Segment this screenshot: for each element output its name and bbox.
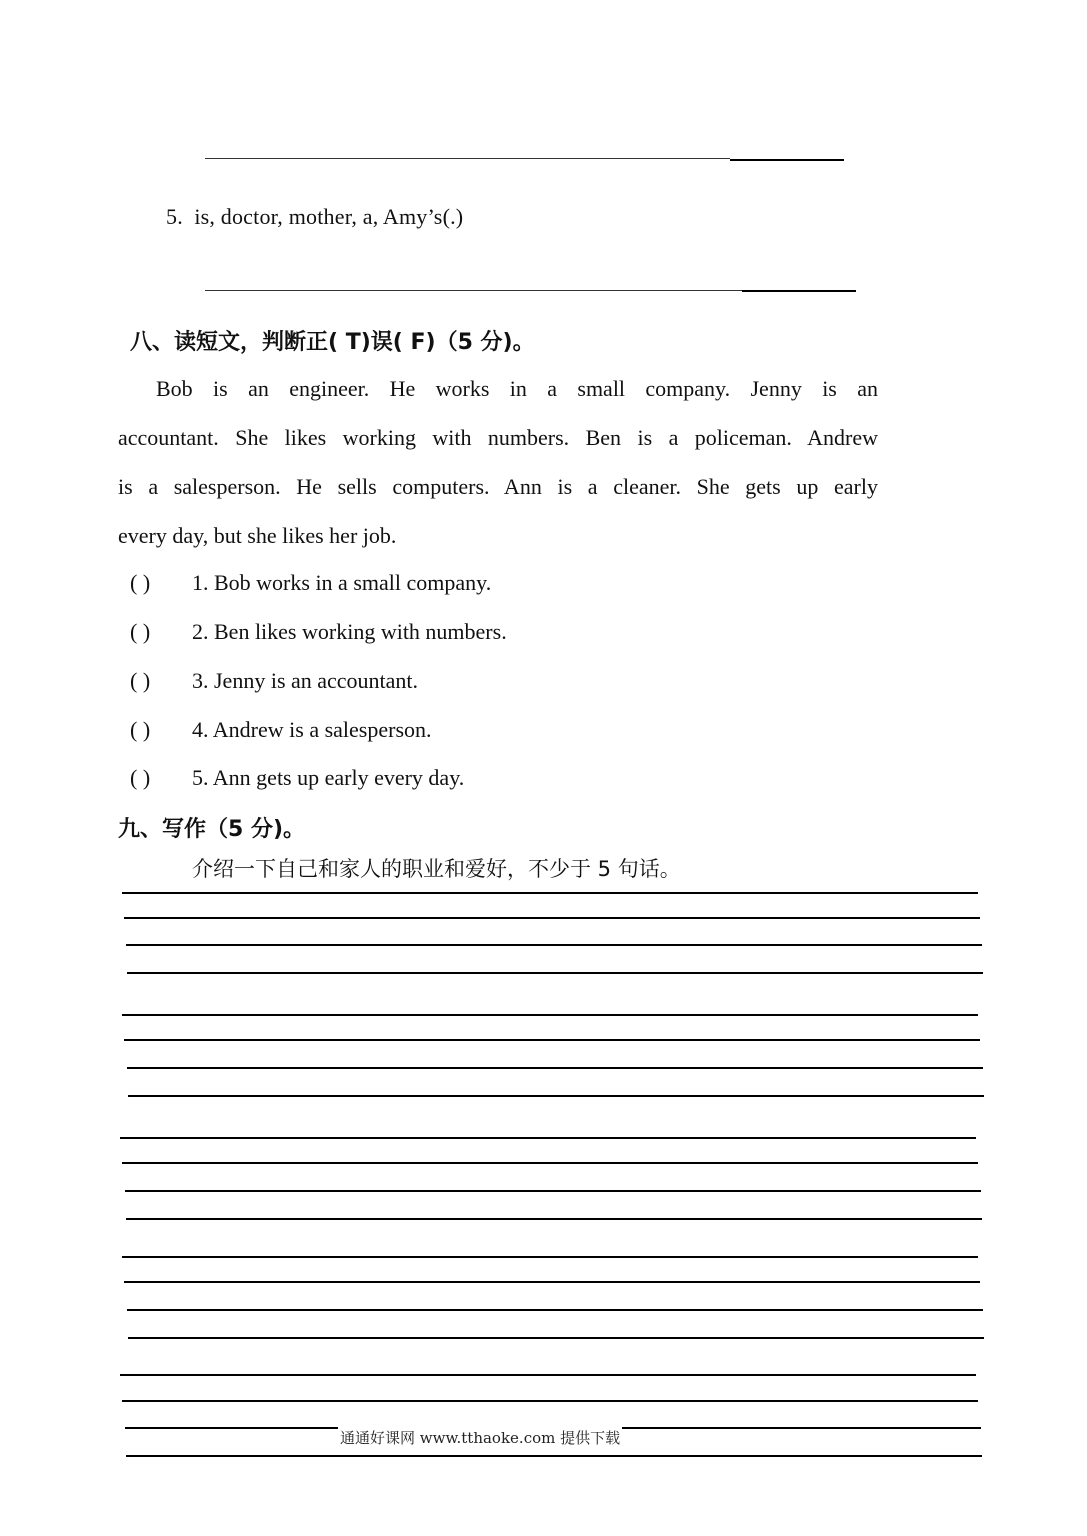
writing-line[interactable] (120, 1374, 976, 1376)
writing-line[interactable] (128, 1095, 984, 1097)
tf-question-5 (130, 765, 464, 791)
writing-line[interactable] (122, 1162, 978, 1164)
question-text: 4. Andrew is a salesperson. (192, 717, 432, 742)
question-text: 1. Bob works in a small company. (192, 570, 492, 595)
writing-line[interactable] (127, 1067, 983, 1069)
answer-line-item-5-end (742, 290, 856, 292)
answer-blank[interactable]: ( ) (130, 570, 151, 595)
writing-line[interactable] (126, 1455, 982, 1457)
tf-question-1 (130, 570, 491, 596)
writing-line[interactable] (126, 944, 982, 946)
passage-line: Bob is an engineer. He works in a small company. Jenny is an (156, 376, 878, 401)
writing-line[interactable] (122, 1400, 978, 1402)
writing-line[interactable] (124, 1281, 980, 1283)
writing-line[interactable] (124, 917, 980, 919)
answer-blank[interactable]: ( ) (130, 765, 151, 790)
answer-line-item-4[interactable] (205, 158, 730, 159)
writing-line[interactable] (126, 1218, 982, 1220)
question-text: 5. Ann gets up early every day. (192, 765, 465, 790)
item-words: is, doctor, mother, a, Amy’s(.) (194, 204, 464, 229)
question-text: 2. Ben likes working with numbers. (192, 619, 507, 644)
writing-line[interactable] (120, 1137, 976, 1139)
writing-line[interactable] (124, 1039, 980, 1041)
writing-line[interactable] (122, 1256, 978, 1258)
footer-source: 通通好课网 www.tthaoke.com 提供下载 (340, 1429, 621, 1447)
writing-line[interactable] (127, 1309, 983, 1311)
answer-blank[interactable]: ( ) (130, 717, 151, 742)
reading-passage (118, 364, 878, 560)
writing-instruction: 介绍一下自己和家人的职业和爱好，不少于 5 句话。 (192, 857, 681, 881)
tf-question-2 (130, 619, 507, 645)
passage-line: every day, but she likes her job. (118, 523, 397, 548)
passage-line: accountant. She likes working with numbers. Ben is a policeman. Andrew (118, 425, 878, 450)
answer-blank[interactable]: ( ) (130, 619, 151, 644)
reorder-item-5 (166, 204, 463, 230)
tf-question-4 (130, 717, 432, 743)
writing-line[interactable] (122, 1014, 978, 1016)
writing-line[interactable] (127, 972, 983, 974)
tf-question-3 (130, 668, 418, 694)
question-text: 3. Jenny is an accountant. (192, 668, 419, 693)
section-8-heading: 八、读短文，判断正( T)误( F)（5 分)。 (130, 330, 535, 355)
item-number: 5. (166, 204, 183, 229)
writing-line[interactable] (125, 1190, 981, 1192)
answer-line-item-4-end (730, 159, 844, 161)
answer-blank[interactable]: ( ) (130, 668, 151, 693)
passage-line: is a salesperson. He sells computers. Ann is a cleaner. She gets up early (118, 474, 878, 499)
writing-line[interactable] (122, 892, 978, 894)
writing-line[interactable] (128, 1337, 984, 1339)
answer-line-item-5[interactable] (205, 290, 742, 291)
section-9-heading: 九、写作（5 分)。 (118, 817, 306, 842)
